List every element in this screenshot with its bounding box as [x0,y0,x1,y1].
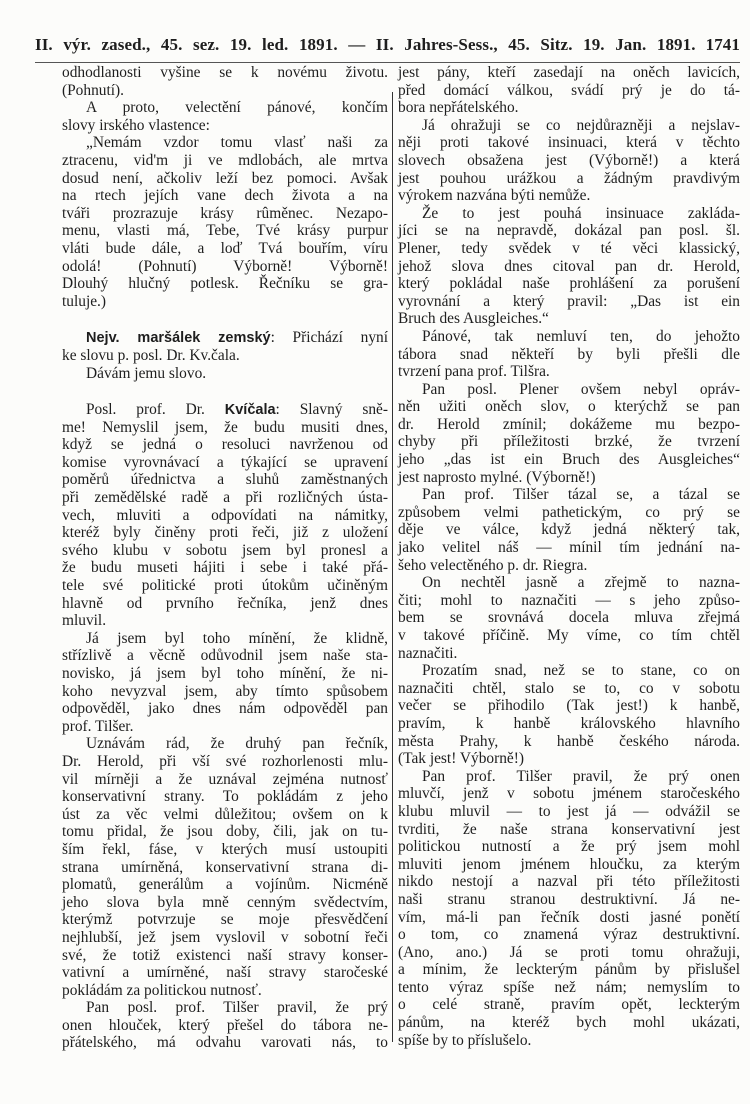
text-line [62,170,388,188]
line-text: mluviti jenom jménem hloučku, za kterým [398,855,740,873]
text-line [398,346,740,364]
text-line [398,310,740,328]
line-text: odhodlanosti vyšine se k novému životu. [62,64,388,81]
text-line [398,99,740,117]
text-line [62,929,388,947]
line-text: odolá! (Pohnutí) Výborně! Výborně! [62,257,388,275]
line-text: mluvčí, jenž v sobotu jménem staročeského [398,785,740,803]
column-divider [392,92,393,1042]
text-line [62,841,388,859]
text-line [62,788,388,806]
text-line [398,996,740,1014]
text-line [398,979,740,997]
line-text: Pan posl. prof. Tilšer pravil, že prý [86,999,388,1017]
text-line [62,964,388,982]
line-text: tento výraz spíše než nám; nemyslím to [398,978,740,996]
text-line [62,700,388,718]
line-text: svého klubu v sobotu jsem byl pronesl a [62,541,388,559]
text-line [62,876,388,894]
line-text: Že to jest pouhá insinuace zakláda- [422,204,740,222]
line-text: který pokládal naše prohlášení za porušení [398,275,740,293]
text-line [398,539,740,557]
line-text: prof. Tilšer. [62,717,134,735]
text-line [62,806,388,824]
line-text: ším řekl, fáse, v kterých musí ustoupiti [62,840,388,858]
line-text: jeho „das ist ein Bruch des Ausgleiches“ [398,451,740,469]
speaker-line [62,401,388,419]
line-text: koho nevyzval jsem, aby tímto spůsobem [62,682,388,700]
text-line [62,187,388,205]
line-text: vláti bude dále, a loď Tvá bouřím, víru [62,239,388,257]
text-line [62,947,388,965]
line-text: ke slovu p. posl. Dr. Kv.čala. [62,346,240,364]
text-line [398,486,740,504]
text-line [398,240,740,258]
text-line [398,592,740,610]
line-text: hlavně od prvního řečníka, jenž dnes [62,594,388,612]
text-line [62,823,388,841]
line-text: slovy irského vlastence: [62,116,210,134]
line-text: vil mírněji a že uznával zejména nutnosť [62,770,388,788]
line-text: tele své politické proti útokům učiněným [62,577,388,595]
text-line [62,436,388,454]
text-line [398,293,740,311]
line-text: Pan posl. Plener ovšem nebyl opráv- [422,380,740,398]
line-text: : Slavný sně- [275,401,388,419]
line-text: Plener, tedy svědek v té věci klassický, [398,239,740,257]
text-line [62,559,388,577]
line-text: odpověděl, jako dnes nám odpověděl pan [62,700,388,718]
text-line [62,134,388,152]
line-text: bora nepřátelského. [398,99,519,117]
speaker-title: Posl. prof. Dr. [86,401,225,419]
text-line [398,504,740,522]
text-line [62,577,388,595]
text-line [398,891,740,909]
page-number: 1741 [705,35,740,54]
text-line [398,557,740,575]
text-line [398,609,740,627]
line-text: nikdo nestojí a nazval při této příležitosti [398,873,740,891]
text-line [62,99,388,117]
line-text: střízlivě a věcně odůvodnil jsem naše sta- [62,647,388,665]
line-text: o tom, co znamená výraz destruktivní. [398,926,740,944]
line-text: jeho slova byla mně cenným svědectvím, [62,893,388,911]
line-text: na rtech jejích vane dech života a na [62,187,388,205]
text-line [398,926,740,944]
text-line [398,821,740,839]
line-text: nejhlubší, jež jsem vyslovil v sobotní řeči [62,928,388,946]
line-text: tváři prozrazuje krásy rûměnec. Nezapo- [62,204,388,222]
text-line [62,152,388,170]
speaker-name: Kvíčala [224,402,276,419]
text-line [398,680,740,698]
text-line [398,152,740,170]
line-text: večer se přihodilo (Tak jest!) k hanbě, [398,697,740,715]
line-text: Uznávám rád, že druhý pan řečník, [86,735,388,753]
line-text: tvrditi, že naše strana konservativní jest [398,820,740,838]
line-text: pravím, k hanbě královského hlavního [398,714,740,732]
text-line [62,275,388,293]
text-line [398,64,740,82]
line-text: kterýmž potvrzuje se moje přesvědčení [62,911,388,929]
line-text: úst za věc velmi důležitou; ovšem on k [62,805,388,823]
line-text: Já jsem byl toho mínění, že klidně, [86,629,388,647]
text-line [62,982,388,1000]
header-rule [35,62,740,63]
line-text: Dr. Herold, při vší své rozhorlenosti mlu- [62,752,388,770]
text-line [398,645,740,663]
text-line [62,205,388,223]
text-line [62,240,388,258]
text-line [398,873,740,891]
line-text: chyby při příležitosti brzké, že tvrzení [398,433,740,451]
text-line [398,574,740,592]
text-line [62,859,388,877]
text-line [62,524,388,542]
text-line [398,187,740,205]
text-line [62,647,388,665]
line-text: komise vyrovnávací a týkající se upravení [62,453,388,471]
line-text: jehož slova dnes citoval pan dr. Herold, [398,257,740,275]
line-text: (Pohnutí). [62,81,124,99]
line-text: tvrzení pana prof. Tilšra. [398,363,550,381]
text-line [62,117,388,135]
line-text: před domácí válkou, svádí prý je do tá- [398,81,740,99]
line-text: plomatů, generálům a vojínům. Nicméně [62,876,388,894]
text-line [398,733,740,751]
text-line [398,416,740,434]
text-line [62,507,388,525]
text-line [62,753,388,771]
text-line [62,347,388,365]
text-line [62,258,388,276]
text-line [62,683,388,701]
line-text: že budu museti hájiti i sebe i také přá- [62,559,388,577]
text-line [398,627,740,645]
line-text: konservativní strany. To pokládám z jeho [62,788,388,806]
text-line [398,363,740,381]
speaker-line [62,329,388,347]
line-text: Prozatím snad, než se to stane, co on [422,662,740,680]
text-line [398,398,740,416]
text-line [62,542,388,560]
text-line [62,894,388,912]
line-text: bem se srovnává docela mluva zřejmá [398,609,740,627]
line-text: kteréž byly činěny proti řeči, již z uložení [62,524,388,542]
line-text: a mínim, že leckterým pánům by přislušel [398,961,740,979]
line-text: menu, vlasti má, Tebe, Tvé krásy purpur [62,222,388,240]
text-line [62,665,388,683]
line-text: poměrů úřednictva a sluhů zaměstnaných [62,471,388,489]
line-text: tomu přidal, že jsou doby, čili, jak on tu- [62,823,388,841]
text-line [398,451,740,469]
line-text: spíše by to příslušelo. [398,1031,532,1049]
text-line [398,750,740,768]
right-column [398,64,740,1049]
line-text: Já ohražuji se co nejdůrazněji a nejslav- [422,116,740,134]
line-text: vativní a umírněné, naší stravy staročeské [62,964,388,982]
line-text: Dávám jemu slovo. [86,364,207,382]
text-line [398,1032,740,1050]
text-line [62,293,388,311]
text-line [398,838,740,856]
line-text: (Ano, ano.) Já se proti tomu ohražuji, [398,943,740,961]
text-line [62,454,388,472]
line-text: pánům, na kteréž bych mohl ukázati, [398,1014,740,1032]
text-line [62,718,388,736]
line-text: v takové příčině. My víme, co tím chtěl [398,627,740,644]
line-text: slovech obsažena jest (Výborně!) a která [398,151,740,169]
text-line [62,419,388,437]
line-text: mluvil. [62,612,107,630]
line-text: jíci se na nepravdě, dokázal pan posl. šl. [398,222,740,240]
text-line [398,433,740,451]
text-line [398,768,740,786]
text-line [398,134,740,152]
line-text: tuluje.) [62,292,107,310]
running-header [35,35,740,57]
line-text: když se jedná o resoluci navrženou od [62,436,388,454]
line-text: jest naprosto mylné. (Výborně!) [398,468,596,486]
line-text: čiti; mohl to naznačiti — s jeho způso- [398,591,740,609]
text-line [398,170,740,188]
line-text: : Přichází nyní [270,329,388,347]
line-text: On nechtěl jasně a zřejmě to nazna- [422,574,740,592]
line-text: své, že totiž existenci naší stravy konser- [62,946,388,964]
text-line [62,222,388,240]
text-line [62,911,388,929]
line-text: Bruch des Ausgleiches.“ [398,310,549,328]
line-text: způsobem velmi pathetickým, co prý se [398,503,740,521]
text-line [62,595,388,613]
line-text: „Nemám vzdor tomu vlasť naši za [86,134,388,152]
line-text: vím, má-li pan řečník dosti jasné ponětí [398,908,740,926]
line-text: něji proti takové insinuaci, která v těchto [398,134,740,152]
text-line [398,715,740,733]
text-line [398,117,740,135]
line-text: novisko, já jsem byl toho mínění, že ni- [62,665,388,682]
header-title: II. výr. zased., 45. sez. 19. led. 1891. — II. Jahres-Sess., 45. Sitz. 19. Jan. 1891. [35,35,696,54]
text-line [398,1014,740,1032]
text-line [398,521,740,539]
text-line [62,612,388,630]
line-text: dr. Herold zmínil; dokážeme mu bezpo- [398,415,740,433]
line-text: jest pány, kteří zasedají na oněch lavicích, [398,64,740,81]
line-text: naznačiti chtěl, stalo se to, co v sobotu [398,679,740,697]
line-text: Dlouhý hlučný potlesk. Řečníku se gra- [62,275,388,293]
line-text: při zemědělské radě a při rozličných ústa- [62,489,388,507]
text-line [398,381,740,399]
line-text: města Prahy, k hanbě českého národa. [398,732,740,750]
text-line [62,471,388,489]
line-text: (Tak jest! Výborně!) [398,750,524,768]
text-line [398,469,740,487]
line-text: vech, mluviti a odpovídati na námitky, [62,506,388,524]
line-text: něn užiti oněch slov, o kterýchž se pan [398,398,740,416]
line-text: naznačiti. [398,644,458,662]
line-text: Pan prof. Tilšer pravil, že prý onen [422,767,740,785]
text-line [398,82,740,100]
text-line [398,961,740,979]
line-text: přátelského, má odvahu varovati nás, to [62,1034,388,1052]
text-line [62,1017,388,1035]
line-text: tábora snad někteří by byli přešli dle [398,345,740,363]
text-line [62,82,388,100]
text-line [62,64,388,82]
text-line [398,258,740,276]
text-line [398,909,740,927]
line-text: klubu mluvil — to jest já — odvážil se [398,802,740,820]
left-column [62,64,388,1052]
line-text: vyrovnání a který pravil: „Das ist ein [398,292,740,310]
line-text: děje ve válce, když jedná některý tak, [398,521,740,539]
line-text: o celé straně, pravím opět, leckterým [398,996,740,1014]
text-line [398,803,740,821]
text-line [398,697,740,715]
line-text: jest pouhou urážkou a žádným pravdivým [398,169,740,187]
line-text: onen hlouček, který přešel do tábora ne- [62,1016,388,1034]
speaker-name: Nejv. maršálek zemský [86,330,271,347]
line-text: šeho velectěného p. dr. Riegra. [398,556,588,574]
line-text: naši stranu stranou destruktivní. Já ne- [398,890,740,908]
line-text: A proto, velectění pánové, končím [86,99,388,117]
text-line [398,275,740,293]
text-line [398,944,740,962]
text-line [398,328,740,346]
text-line [398,205,740,223]
text-line [62,489,388,507]
text-line [62,999,388,1017]
text-line [62,1034,388,1052]
text-line [62,365,388,383]
line-text: strana umírněná, konservativní strana di- [62,858,388,876]
text-line [398,222,740,240]
line-text: ztracenu, vid'm ji ve mdlobách, ale mrtva [62,151,388,169]
text-line [398,662,740,680]
text-line [62,630,388,648]
line-text: pokládám za politickou nutnosť. [62,981,262,999]
text-line [398,785,740,803]
line-text: jako velitel náš — mínil tím jednání na- [398,539,740,557]
text-line [398,856,740,874]
text-line [62,735,388,753]
line-text: Pan prof. Tilšer tázal se, a tázal se [422,486,740,504]
line-text: me! Nemyslil jsem, že budu musiti dnes, [62,418,388,436]
line-text: Pánové, tak nemluví ten, do jehožto [422,327,740,345]
line-text: dosud není, ačkoliv leží bez pomoci. Avšak [62,169,388,187]
line-text: výrokem nazvána býti nemůže. [398,187,591,205]
line-text: politickou nutností a že prý jsem mohl [398,838,740,856]
text-line [62,771,388,789]
